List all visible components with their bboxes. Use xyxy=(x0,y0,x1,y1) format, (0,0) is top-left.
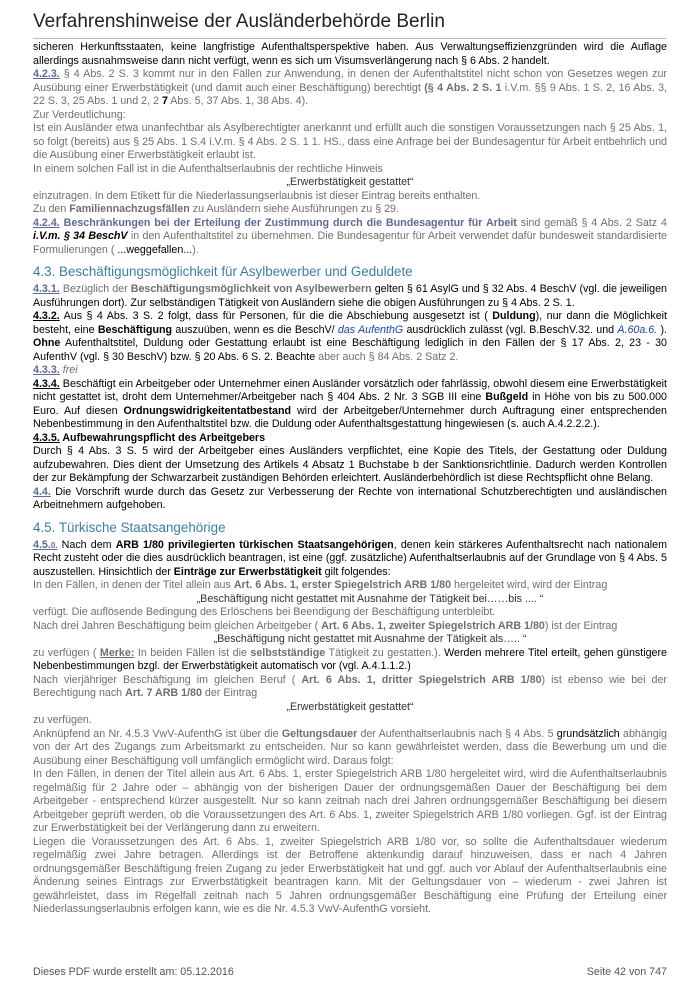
text-bold: Art. 6 Abs. 1, dritter Spiegelstrich ARB 1/80 xyxy=(301,673,542,686)
text-bold: 7 xyxy=(161,95,168,107)
text: Nach vierjähriger Beschäftigung im gleichen Beruf ( xyxy=(33,673,302,686)
paragraph: In den Fällen, in denen der Titel allein aus Art. 6 Abs. 1, erster Spiegelstrich ARB 1/80 hergeleitet wird, wird die Aufenthaltserlaubnis regelmäßig für 2 Jahre oder – abhängig von der bisherigen Dauer der ordnungsgemäßen Dauer der Beschäftigung bei dem Arbeitgeber - entsprechend kürzer ausgestellt. Nur so kann zeitnah nach drei Jahren ordnungsgemäßer Beschäftigung bei diesem Arbeitgeber geprüft werden, ob die Voraussetzungen des Art. 6 Abs. 1, zweiter Spiegelstrich ARB 1/80 vorliegen. Ggf. ist der Eintrag zur Erwerbstätigkeit bei der Verlängerung dann zu erweitern. xyxy=(33,768,667,834)
paragraph-4-3-5 xyxy=(33,432,667,446)
text-bold: Duldung xyxy=(492,310,536,322)
text: i.V.m. §§ 9 Abs. 1 S. 2, 16 Abs. 3, 22 S. 3, 25 Abs. 1 und 2, 2 xyxy=(33,81,668,107)
paragraph: Ist ein Ausländer etwa unanfechtbar als Asylberechtigter anerkannt und erfüllt auch die sonstigen Voraussetzungen nach § 25 Abs. 1, so folgt (bereits) aus § 25 Abs. 1 S.4 i.V.m. § 4 Abs. 2 S. 1 1. HS., dass eine Anfrage bei der Bundesagentur für Arbeit entbehrlich und die Ausübung einer Erwerbstätigkeit erlaubt ist. xyxy=(33,122,667,161)
text-bold: Bußgeld xyxy=(485,391,529,403)
text-bold: Beschränkungen bei der Erteilung der Zustimmung durch die Bundesagentur für Arbeit xyxy=(59,216,517,229)
text-bold: Merke: xyxy=(99,646,135,659)
paragraph: In einem solchen Fall ist in die Aufenthaltserlaubnis der rechtliche Hinweis xyxy=(33,162,383,175)
text-italic: frei xyxy=(59,364,78,376)
text: der Eintrag xyxy=(201,687,258,699)
text: gelten § 61 AsylG und § 32 Abs. 4 BeschV (vgl. die jeweiligen Ausführungen dort). Zur selbständigen Tätigkeit von Ausländern siehe die obigen Ausführungen zu § 4 Abs. 2 S. 1. xyxy=(33,283,667,309)
text: Werden mehrere Titel erteilt, gehen günstigere Nebenbestimmungen bzgl. der Erwerbstätigkeit automatisch vor (vgl. A.4.1.1.2.) xyxy=(33,646,667,672)
paragraph: Liegen die Voraussetzungen des Art. 6 Abs. 1, zweiter Spiegelstrich ARB 1/80 vor, so sollte die Aufenthaltsdauer wiederum regelmäßig zwei Jahre betragen. Allerdings ist der Betroffene aktenkundig darauf hinzuweisen, dass er nach 4 Jahren ordnungsgemäßer Beschäftigung freien Zugang zu jeder Erwerbstätigkeit hat und ggf. auch vor Ablauf der Aufenthaltserlaubnis eine Änderung seines Eintrags zur Erwerbstätigkeit beantragen kann. Mit der Geltungsdauer von – wiederum - zwei Jahren ist gewährleistet, dass im Regelfall zeitnah nach 5 Jahren ordnungsgemäßer Beschäftigung eine Prüfung der Erteilung einer Niederlassungserlaubnis erfolgen kann, wie es die Nr. 4.5.3 VwV-AufenthG vorsieht. xyxy=(33,835,667,915)
quoted-entry: „Erwerbstätigkeit gestattet“ xyxy=(286,700,414,713)
paragraph-4-3-2 xyxy=(33,310,667,364)
text: der Aufenthaltserlaubnis nach § 4 Abs. 5 xyxy=(357,727,557,740)
text: Nach dem xyxy=(57,538,116,551)
text: Tätigkeit zu gestatten.). xyxy=(325,646,445,659)
text: ) ist ebenso wie bei der Berechtigung nach xyxy=(33,673,667,699)
text-bold: selbstständige xyxy=(250,646,326,659)
section-number: 4.2.4. xyxy=(33,216,60,229)
text-bold: Ordnungswidrigkeitentatbestand xyxy=(123,404,291,417)
text: ausdrücklich zulässt (vgl. B.BeschV.32. und xyxy=(403,323,618,336)
section-heading-4-3: 4.3. Beschäftigungsmöglichkeit für Asylbewerber und Geduldete xyxy=(33,264,413,279)
text: Bezüglich der xyxy=(59,283,131,295)
section-number: 4.3.1. xyxy=(33,283,60,295)
paragraph: sicheren Herkunftsstaaten, keine langfristige Aufenthaltsperspektive haben. Aus Verwaltungseffizienzgründen wird die Auflage allerdings ausnahmsweise dann nicht verfügt, wenn es sich um Visumsverlängerung nach § 6 Abs. 2 handelt. xyxy=(33,41,667,67)
paragraph: verfügt. Die auflösende Bedingung des Erlöschens bei Beendigung der Beschäftigung unterbleibt. xyxy=(33,606,496,618)
paragraph xyxy=(33,647,667,674)
text: Nach drei Jahren Beschäftigung beim gleichen Arbeitgeber ( xyxy=(33,619,322,632)
text: Beschäftigt ein Arbeitgeber oder Unternehmer einen Ausländer vorsätzlich oder fahrlässig, obwohl diesem eine Erwerbstätigkeit nicht gestattet ist, droht dem Unternehmer/Arbeitgeber nach § 404 Abs. 2 Nr. 3 SGB III eine xyxy=(33,377,667,403)
text: ). xyxy=(657,323,667,336)
page-title: Verfahrenshinweise der Ausländerbehörde Berlin xyxy=(33,11,445,32)
paragraph-4-2-3 xyxy=(33,68,667,109)
text-bold: Familiennachzugsfällen xyxy=(69,203,190,215)
text: auszuüben, wenn es die BeschV/ xyxy=(172,323,338,336)
text: ) ist der Eintrag xyxy=(544,619,618,632)
paragraph: einzutragen. In dem Etikett für die Niederlassungserlaubnis ist dieser Eintrag bereits enthalten. xyxy=(33,189,481,202)
section-number: 4.2.3. xyxy=(33,68,60,80)
document-body xyxy=(33,41,667,917)
section-subnumber: 0. xyxy=(50,540,58,550)
text-italic: i.V.m. § 34 BeschV xyxy=(33,230,128,242)
text: Die Vorschrift wurde durch das Gesetz zur Verbesserung der Rechte von international Schutzberechtigten und ausländischen Arbeitnehmern aufgehoben. xyxy=(33,485,667,511)
text: ). xyxy=(192,243,199,256)
page-number: Seite 42 von 747 xyxy=(586,966,667,978)
text: wird der Arbeitgeber/Unternehmer durch Auftragung einer entsprechenden Nebenbestimmung in den Aufenthaltstitel bzw. die Duldung oder Aufenthaltsgestattung hingewiesen (s. auch A.4.2.2.2.). xyxy=(33,404,668,430)
text: In beiden Fällen ist die xyxy=(134,646,251,659)
text: sind gemäß § 4 Abs. 2 Satz 4 xyxy=(516,216,667,229)
link-aufenthg[interactable]: das AufenthG xyxy=(337,323,404,336)
text: grundsätzlich xyxy=(556,727,620,740)
section-number: 4.5. xyxy=(33,538,51,551)
text: ...weggefallen... xyxy=(117,243,193,256)
text: Aufenthaltstitel, Duldung oder Gestattung erlaubt ist eine Beschäftigung lediglich in den Fällen der § 17 Abs. 2, 23 - 30 AufenthV (vgl. § 30 BeschV) bzw. § 20 Abs. 6 S. 2. Beachte xyxy=(33,337,667,363)
text-bold: Art. 6 Abs. 1, erster Spiegelstrich ARB 1/80 xyxy=(233,579,452,591)
paragraph-4-5-0 xyxy=(33,539,667,580)
link-a60a6[interactable]: A.60a.6. xyxy=(617,323,658,336)
quoted-entry: „Erwerbstätigkeit gestattet“ xyxy=(286,176,414,188)
paragraph-4-3-3 xyxy=(33,364,667,378)
text-bold: Art. 7 ARB 1/80 xyxy=(125,687,202,699)
text-bold: Einträge zur Erwerbstätigkeit xyxy=(173,565,322,578)
paragraph xyxy=(33,579,667,593)
text-bold: Ohne xyxy=(33,337,61,349)
paragraph xyxy=(33,620,667,634)
text: ), nur dann die Möglichkeit besteht, eine xyxy=(33,310,667,336)
text: Zu den xyxy=(33,203,70,215)
text: aber auch § 84 Abs. 2 Satz 2. xyxy=(318,350,459,363)
paragraph-4-2-4 xyxy=(33,217,667,258)
text: § 4 Abs. 2 S. 3 kommt nur in den Fällen zur Anwendung, in denen der Aufenthaltstitel nicht schon von Gesetzes wegen zur Ausübung einer Erwerbstätigkeit (und damit auch einer Beschäftigung) berechtigt xyxy=(33,68,667,94)
quoted-entry: „Beschäftigung nicht gestattet mit Ausnahme der Tätigkeit bei……bis .... “ xyxy=(196,592,544,605)
text: zu verfügen ( xyxy=(33,646,100,659)
text: Anknüpfend an Nr. 4.5.3 VwV-AufenthG ist über die xyxy=(33,727,282,740)
creation-date: Dieses PDF wurde erstellt am: 05.12.2016 xyxy=(33,966,234,978)
text-bold: Art. 6 Abs. 1, zweiter Spiegelstrich ARB 1/80 xyxy=(321,619,545,632)
section-number: 4.3.3. xyxy=(33,364,60,376)
text-bold: Aufbewahrungspflicht des Arbeitgebers xyxy=(59,431,266,444)
text-bold: ARB 1/80 privilegierten türkischen Staatsangehörigen xyxy=(115,538,394,551)
text: In den Fällen, in denen der Titel allein aus xyxy=(33,579,234,591)
section-number: 4.3.2. xyxy=(33,310,60,322)
text: in den Aufenthaltstitel zu übernehmen. Die Bundesagentur für Arbeit verwendet dafür bundesweit standardisierte Formulierungen ( xyxy=(33,230,667,256)
text-bold: Beschäftigung xyxy=(97,323,173,336)
text: gilt folgendes: xyxy=(321,565,391,578)
page-footer xyxy=(33,966,667,978)
section-number: 4.4. xyxy=(33,485,51,498)
section-number: 4.3.4. xyxy=(33,377,60,390)
paragraph: Zur Verdeutlichung: xyxy=(33,108,126,121)
paragraph-4-3-4 xyxy=(33,378,667,432)
paragraph: zu verfügen. xyxy=(33,714,92,726)
text: Aus § 4 Abs. 3 S. 2 folgt, dass für Personen, für die die Abschiebung ausgesetzt ist ( xyxy=(59,310,493,322)
page-header xyxy=(33,10,667,39)
paragraph-4-3-1 xyxy=(33,283,667,310)
text: zu Ausländern siehe Ausführungen zu § 29. xyxy=(189,203,399,215)
text: hergeleitet wird, wird der Eintrag xyxy=(451,579,608,591)
paragraph: Durch § 4 Abs. 3 S. 5 wird der Arbeitgeber eines Ausländers verpflichtet, eine Kopie des Titels, der Gestattung oder Duldung aufzubewahren. Dies dient der Umsetzung des Artikels 4 Absatz 1 Buchstabe b der Sanktionsrichtlinie. Dadurch werden Kontrollen der zur Bekämpfung der Schwarzarbeit zuständigen Behörden erleichtert. Ausländerbehördlich ist diese Rechtspflicht ohne Belang. xyxy=(33,445,667,484)
paragraph xyxy=(33,728,667,769)
paragraph xyxy=(33,674,667,701)
text: Abs. 5, 37 Abs. 1, 38 Abs. 4). xyxy=(167,95,309,107)
text: , denen kein stärkeres Aufenthaltsrecht nach nationalem Recht zusteht oder die dies ausdrücklich beantragen, ist eine (ggf. zusätzliche) Aufenthaltserlaubnis auf der Grundlage von § 4 Abs. 5 auszustellen. Hinsichtlich der xyxy=(33,538,667,578)
quoted-entry: „Beschäftigung nicht gestattet mit Ausnahme der Tätigkeit als….. “ xyxy=(213,633,527,645)
text-bold: (§ 4 Abs. 2 S. 1 xyxy=(424,81,502,94)
section-heading-4-5: 4.5. Türkische Staatsangehörige xyxy=(33,519,226,535)
section-number: 4.3.5. xyxy=(33,431,60,444)
text-bold: Geltungsdauer xyxy=(281,727,358,740)
text-bold: Beschäftigungsmöglichkeit von Asylbewerbern xyxy=(130,283,372,295)
paragraph xyxy=(33,203,667,217)
text: abhängig von der Art des Zugangs zum Arbeitsmarkt zu entscheiden. Nur so kann gewährleistet werden, dass die Bewerbung um und die Ausübung einer Beschäftigung voll umfänglich ermöglicht wird. Daraus folgt: xyxy=(33,727,667,767)
paragraph-4-4 xyxy=(33,486,667,513)
text: in Höhe von bis zu 500.000 Euro. Auf diesen xyxy=(33,391,667,417)
